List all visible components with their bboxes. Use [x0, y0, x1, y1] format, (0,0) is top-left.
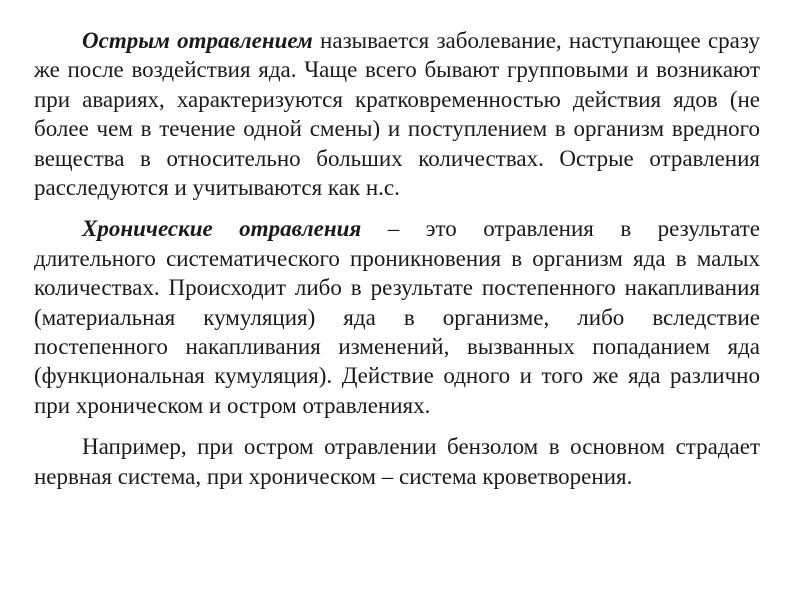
- paragraph-example: [34, 432, 760, 491]
- document-body: [34, 26, 760, 491]
- paragraph-text: – это отравления в результате длительного систематического проникновения в организм яда в малых количествах. Происходит либо в результате постепенного накапливания (материальная кумуляция) яда в организме, либо вследствие постепенного накапливания изменений, вызванных попаданием яда (функциональная кумуляция). Действие одного и того же яда различно при хроническом и остром отравлениях.: [34, 216, 760, 418]
- paragraph-chronic-poisoning: [34, 214, 760, 420]
- term-chronic-poisoning: Хронические отравления: [82, 216, 362, 242]
- paragraph-text: Например, при остром отравлении бензолом в основном страдает нервная система, при хроническом – система кроветворения.: [34, 434, 760, 489]
- paragraph-acute-poisoning: [34, 26, 760, 202]
- paragraph-text: называется заболевание, наступающее сразу же после воздействия яда. Чаще всего бывают групповыми и возникают при авариях, характеризуются кратковременностью действия ядов (не более чем в течение одной смены) и поступлением в организм вредного вещества в относительно больших количествах. Острые отравления расследуются и учитываются как н.с.: [34, 28, 760, 201]
- term-acute-poisoning: Острым отравлением: [82, 28, 313, 53]
